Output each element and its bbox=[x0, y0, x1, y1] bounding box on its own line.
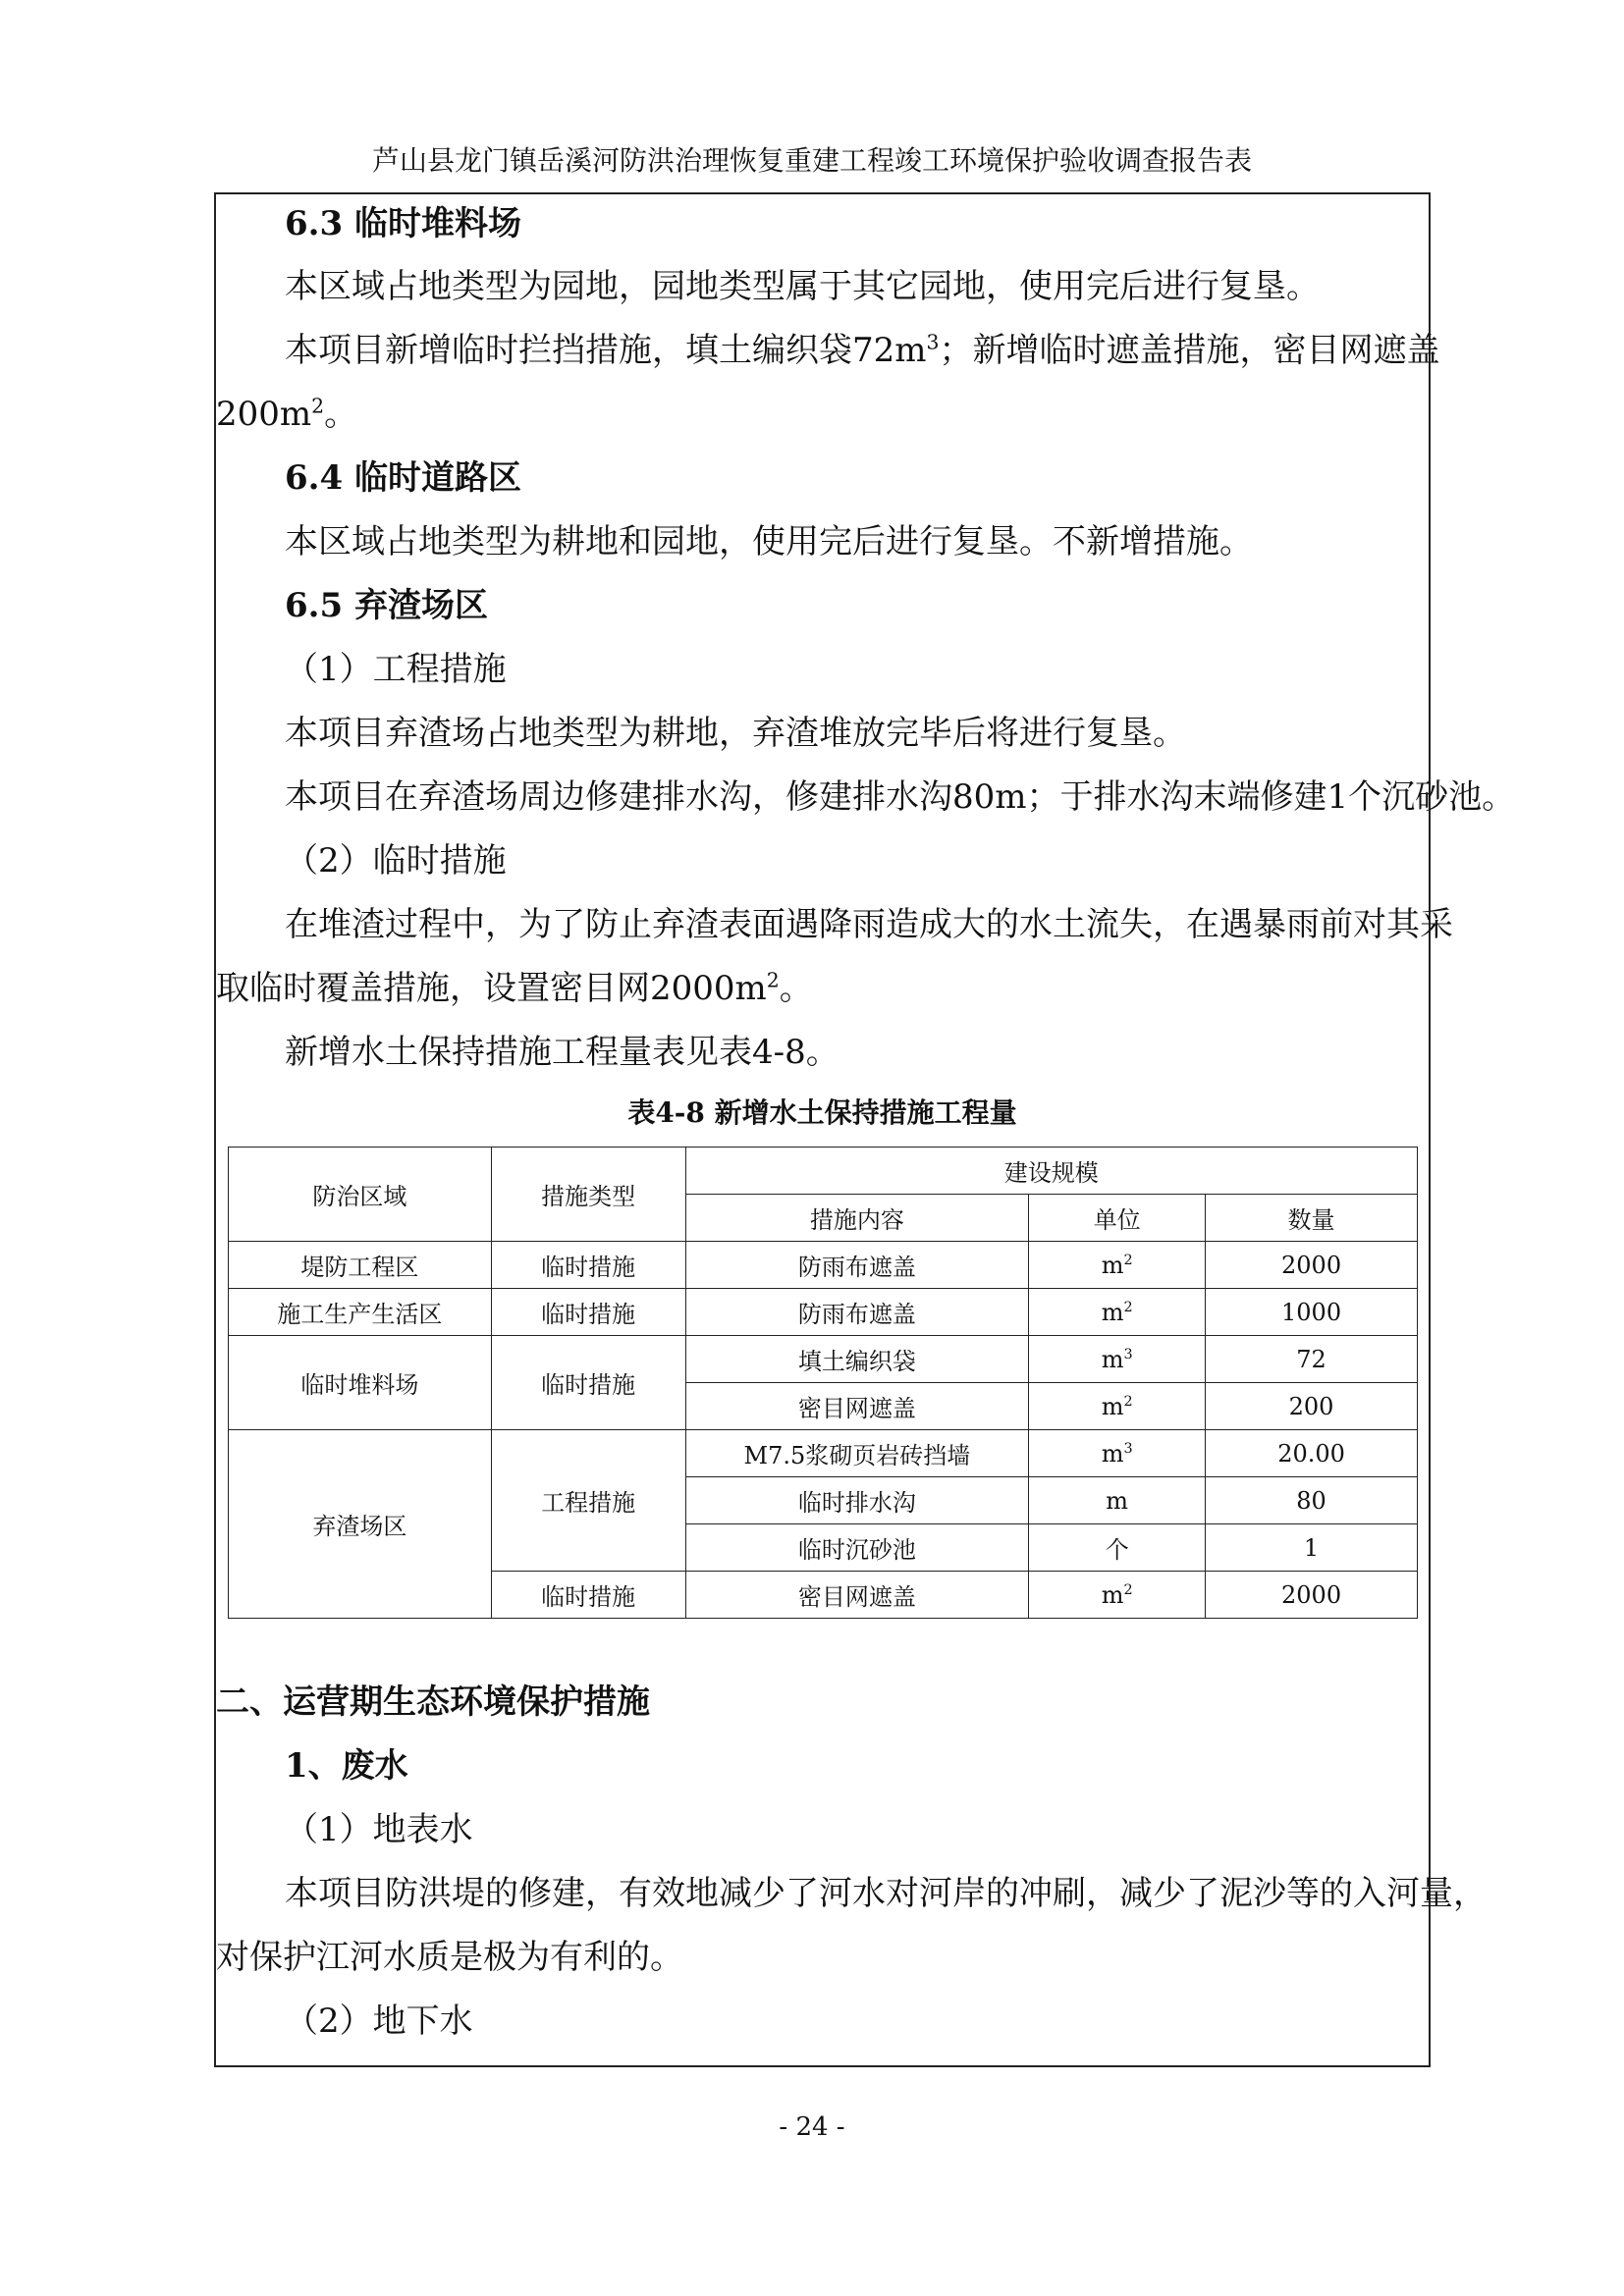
measures-table bbox=[228, 1147, 1418, 1619]
section-6-4-para-1: 本区域占地类型为耕地和园地，使用完后进行复垦。不新增措施。 bbox=[285, 522, 1253, 561]
cell-region: 弃渣场区 bbox=[229, 1430, 492, 1619]
cell-unit: $m^2$ bbox=[1029, 1383, 1206, 1430]
cell-qty: 200 bbox=[1206, 1383, 1418, 1430]
header-type: 措施类型 bbox=[491, 1148, 685, 1242]
cell-content: M7.5浆砌页岩砖挡墙 bbox=[685, 1430, 1029, 1477]
cell-qty: 80 bbox=[1206, 1477, 1418, 1524]
cell-qty: 2000 bbox=[1206, 1572, 1418, 1619]
table-row bbox=[229, 1242, 1418, 1289]
cell-region: 堤防工程区 bbox=[229, 1242, 492, 1289]
section-6-5-sub-1: （1）工程措施 bbox=[285, 650, 507, 689]
section-6-5-para-2: 本项目在弃渣场周边修建排水沟，修建排水沟80m；于排水沟末端修建1个沉砂池。 bbox=[285, 777, 1516, 817]
cell-qty: 1000 bbox=[1206, 1289, 1418, 1336]
part-2-title: 二、运营期生态环境保护措施 bbox=[216, 1682, 650, 1722]
cell-type: 临时措施 bbox=[491, 1572, 685, 1619]
header-scale: 建设规模 bbox=[685, 1148, 1417, 1195]
cell-content: 填土编织袋 bbox=[685, 1336, 1029, 1383]
cell-content: 密目网遮盖 bbox=[685, 1383, 1029, 1430]
cell-region: 临时堆料场 bbox=[229, 1336, 492, 1430]
section-6-5-para-1: 本项目弃渣场占地类型为耕地，弃渣堆放完毕后将进行复垦。 bbox=[285, 714, 1186, 753]
cell-region: 施工生产生活区 bbox=[229, 1289, 492, 1336]
cell-type: 临时措施 bbox=[491, 1289, 685, 1336]
cell-unit: $m^2$ bbox=[1029, 1572, 1206, 1619]
table-row bbox=[229, 1289, 1418, 1336]
part-2-para-1: 本项目防洪堤的修建，有效地减少了河水对河岸的冲刷，减少了泥沙等的入河量， bbox=[285, 1874, 1487, 1913]
section-6-3-para-2: 本项目新增临时拦挡措施，填土编织袋$72m^3$；新增临时遮盖措施，密目网遮盖 bbox=[285, 330, 1440, 370]
section-6-5-para-5: 新增水土保持措施工程量表见表4-8。 bbox=[285, 1033, 839, 1072]
cell-content: 临时排水沟 bbox=[685, 1477, 1029, 1524]
cell-qty: 72 bbox=[1206, 1336, 1418, 1383]
section-6-5-sub-2: （2）临时措施 bbox=[285, 841, 507, 881]
header-region: 防治区域 bbox=[229, 1148, 492, 1242]
cell-qty: 1 bbox=[1206, 1524, 1418, 1572]
section-6-5-para-3: 在堆渣过程中，为了防止弃渣表面遇降雨造成大的水土流失，在遇暴雨前对其采 bbox=[285, 905, 1453, 944]
cell-content: 防雨布遮盖 bbox=[685, 1242, 1029, 1289]
table-row bbox=[229, 1336, 1418, 1383]
cell-type: 临时措施 bbox=[491, 1242, 685, 1289]
cell-content: 密目网遮盖 bbox=[685, 1572, 1029, 1619]
part-2-sub-1: 1、废水 bbox=[285, 1746, 408, 1786]
section-6-5-para-4: 取临时覆盖措施，设置密目网$2000m^2$。 bbox=[216, 968, 813, 1008]
part-2-para-2: 对保护江河水质是极为有利的。 bbox=[216, 1938, 683, 1977]
table-row bbox=[229, 1430, 1418, 1477]
cell-unit: $m^3$ bbox=[1029, 1336, 1206, 1383]
section-6-5-title: 6.5 弃渣场区 bbox=[285, 586, 488, 625]
cell-unit: $m^2$ bbox=[1029, 1289, 1206, 1336]
section-6-4-title: 6.4 临时道路区 bbox=[285, 458, 521, 498]
cell-unit: m bbox=[1029, 1477, 1206, 1524]
section-6-3-para-3: $200m^2$。 bbox=[216, 394, 358, 434]
header-content: 措施内容 bbox=[685, 1195, 1029, 1242]
cell-qty: 2000 bbox=[1206, 1242, 1418, 1289]
cell-qty: 20.00 bbox=[1206, 1430, 1418, 1477]
cell-type: 工程措施 bbox=[491, 1430, 685, 1572]
report-header: 芦山县龙门镇岳溪河防洪治理恢复重建工程竣工环境保护验收调查报告表 bbox=[371, 144, 1252, 177]
section-6-3-para-1: 本区域占地类型为园地，园地类型属于其它园地，使用完后进行复垦。 bbox=[285, 267, 1320, 306]
header-unit: 单位 bbox=[1029, 1195, 1206, 1242]
section-6-3-title: 6.3 临时堆料场 bbox=[285, 204, 521, 243]
cell-unit: $m^3$ bbox=[1029, 1430, 1206, 1477]
table-caption: 表4-8 新增水土保持措施工程量 bbox=[627, 1096, 1017, 1129]
content-frame bbox=[214, 192, 1516, 2067]
cell-unit: 个 bbox=[1029, 1524, 1206, 1572]
cell-content: 防雨布遮盖 bbox=[685, 1289, 1029, 1336]
header-qty: 数量 bbox=[1206, 1195, 1418, 1242]
cell-content: 临时沉砂池 bbox=[685, 1524, 1029, 1572]
cell-type: 临时措施 bbox=[491, 1336, 685, 1430]
part-2-sub-1-2: （2）地下水 bbox=[285, 2002, 473, 2041]
page-number: - 24 - bbox=[779, 2112, 845, 2142]
table-header-row bbox=[229, 1148, 1418, 1195]
part-2-sub-1-1: （1）地表水 bbox=[285, 1810, 473, 1849]
cell-unit: $m^2$ bbox=[1029, 1242, 1206, 1289]
